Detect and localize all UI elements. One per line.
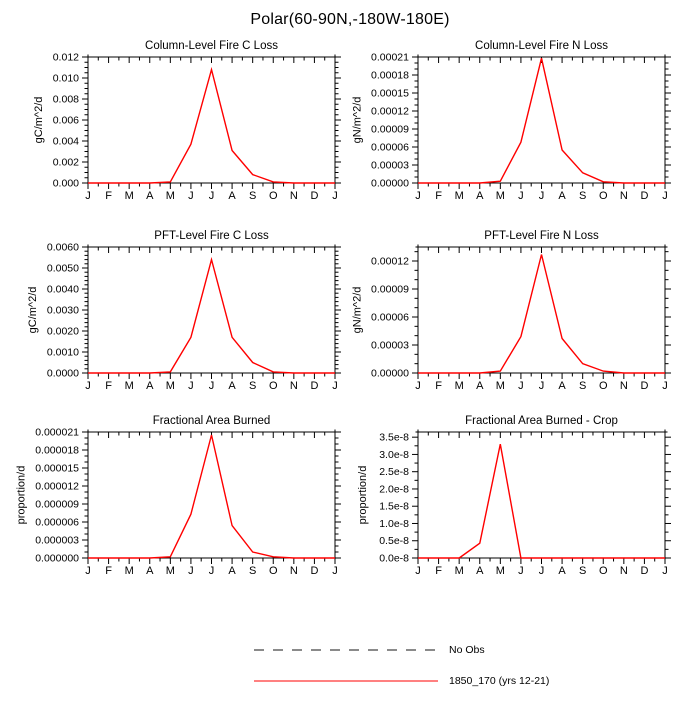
x-tick-label: O	[598, 565, 608, 577]
x-tick-label: J	[188, 190, 194, 202]
x-tick-label: S	[248, 565, 257, 577]
y-axis-label: gN/m^2/d	[351, 96, 364, 144]
no-obs-dashed-line-icon	[253, 647, 439, 653]
x-tick-label: M	[454, 190, 464, 202]
x-tick-label: F	[105, 190, 112, 202]
x-tick-label: A	[558, 380, 566, 392]
y-tick-label: 0.000015	[35, 462, 79, 475]
y-tick-label: 0.00009	[371, 123, 409, 136]
x-tick-label: D	[310, 190, 319, 202]
x-tick-label: J	[85, 190, 91, 202]
data-series-line	[418, 444, 665, 558]
y-tick-label: 0.000000	[35, 552, 79, 565]
y-axis-label: gN/m^2/d	[351, 286, 364, 334]
panel-title: Column-Level Fire C Loss	[145, 40, 278, 52]
x-tick-label: S	[248, 380, 257, 392]
x-tick-label: M	[454, 380, 464, 392]
panel-title: Fractional Area Burned	[152, 415, 271, 427]
y-tick-label: 0.5e-8	[379, 535, 409, 548]
x-tick-label: N	[619, 565, 628, 577]
x-tick-label: A	[228, 380, 236, 392]
x-tick-label: J	[518, 380, 524, 392]
data-series-line	[88, 70, 335, 183]
chart-panel-column-level-fire-n-loss	[330, 30, 675, 208]
panel-title: PFT-Level Fire C Loss	[154, 230, 269, 242]
y-tick-label: 0.0010	[46, 346, 79, 359]
legend	[253, 643, 549, 705]
x-tick-label: D	[640, 380, 649, 392]
x-tick-label: O	[268, 190, 278, 202]
x-tick-label: M	[124, 565, 134, 577]
x-tick-label: A	[228, 565, 236, 577]
y-tick-label: 3.0e-8	[379, 448, 409, 461]
y-tick-label: 0.0060	[46, 241, 79, 254]
x-tick-label: J	[538, 380, 545, 392]
x-tick-label: J	[85, 565, 91, 577]
y-tick-label: 0.00018	[371, 69, 409, 82]
y-tick-label: 0.006	[52, 114, 79, 127]
y-tick-label: 0.00009	[371, 283, 409, 296]
x-tick-label: J	[518, 565, 524, 577]
x-tick-label: F	[435, 565, 442, 577]
x-tick-label: J	[208, 565, 215, 577]
y-tick-label: 0.00003	[371, 159, 409, 172]
chart-panel-fractional-area-burned	[0, 405, 345, 583]
x-tick-label: M	[165, 565, 175, 577]
y-tick-label: 0.0000	[46, 367, 79, 380]
chart-panel-pft-level-fire-n-loss	[330, 220, 675, 398]
x-tick-label: J	[188, 380, 194, 392]
y-tick-label: 0.012	[52, 51, 79, 64]
y-tick-label: 0.002	[52, 156, 79, 169]
x-tick-label: O	[598, 380, 608, 392]
x-tick-label: J	[332, 565, 338, 577]
y-tick-label: 0.00012	[371, 105, 409, 118]
x-tick-label: J	[538, 565, 545, 577]
y-tick-label: 0.00015	[371, 87, 409, 100]
y-axis-label: proportion/d	[15, 465, 28, 525]
y-tick-label: 0.000003	[35, 534, 79, 547]
y-tick-label: 1.5e-8	[379, 500, 409, 513]
panel-title: PFT-Level Fire N Loss	[484, 230, 599, 242]
chart-panel-pft-level-fire-c-loss	[0, 220, 345, 398]
x-tick-label: M	[454, 565, 464, 577]
x-tick-label: M	[165, 380, 175, 392]
x-tick-label: A	[146, 380, 154, 392]
x-tick-label: S	[248, 190, 257, 202]
y-tick-label: 0.000006	[35, 516, 79, 529]
data-series-line	[418, 58, 665, 183]
legend-label-series: 1850_170 (yrs 12-21)	[449, 675, 550, 687]
x-tick-label: F	[435, 190, 442, 202]
y-tick-label: 0.00003	[371, 339, 409, 352]
legend-item-series	[253, 674, 549, 688]
x-tick-label: J	[332, 190, 338, 202]
y-tick-label: 0.000	[52, 177, 79, 190]
x-tick-label: M	[495, 565, 505, 577]
y-tick-label: 0.010	[52, 72, 79, 85]
series-solid-line-icon	[253, 678, 439, 684]
x-tick-label: N	[289, 565, 298, 577]
x-tick-label: A	[146, 190, 154, 202]
y-tick-label: 0.0030	[46, 304, 79, 317]
x-tick-label: O	[268, 380, 278, 392]
x-tick-label: S	[578, 565, 587, 577]
x-tick-label: S	[578, 380, 587, 392]
x-tick-label: A	[558, 565, 566, 577]
x-tick-label: O	[268, 565, 278, 577]
x-tick-label: A	[476, 565, 484, 577]
page-title: Polar(60-90N,-180W-180E)	[250, 11, 450, 28]
x-tick-label: M	[495, 380, 505, 392]
x-tick-label: A	[476, 190, 484, 202]
x-tick-label: O	[598, 190, 608, 202]
chart-panel-column-level-fire-c-loss	[0, 30, 345, 208]
x-tick-label: J	[415, 190, 421, 202]
x-tick-label: J	[662, 565, 668, 577]
legend-item-no-obs	[253, 643, 549, 657]
x-tick-label: J	[518, 190, 524, 202]
y-tick-label: 0.000018	[35, 444, 79, 457]
y-tick-label: 0.00000	[371, 177, 409, 190]
y-tick-label: 0.00006	[371, 141, 409, 154]
x-tick-label: N	[289, 380, 298, 392]
x-tick-label: F	[105, 380, 112, 392]
x-tick-label: A	[476, 380, 484, 392]
y-tick-label: 0.0020	[46, 325, 79, 338]
chart-panel-fractional-area-burned-crop	[330, 405, 675, 583]
data-series-line	[88, 260, 335, 373]
x-tick-label: D	[640, 565, 649, 577]
x-tick-label: D	[310, 380, 319, 392]
legend-label-no-obs: No Obs	[449, 644, 485, 656]
x-tick-label: J	[415, 565, 421, 577]
y-tick-label: 0.0050	[46, 262, 79, 275]
y-tick-label: 0.00006	[371, 311, 409, 324]
panel-title: Column-Level Fire N Loss	[475, 40, 608, 52]
y-tick-label: 1.0e-8	[379, 517, 409, 530]
x-tick-label: J	[208, 380, 215, 392]
x-tick-label: J	[188, 565, 194, 577]
x-tick-label: S	[578, 190, 587, 202]
y-tick-label: 0.000021	[35, 426, 79, 439]
panel-title: Fractional Area Burned - Crop	[465, 415, 618, 427]
x-tick-label: J	[208, 190, 215, 202]
y-tick-label: 0.00000	[371, 367, 409, 380]
y-tick-label: 0.0e-8	[379, 552, 409, 565]
x-tick-label: M	[165, 190, 175, 202]
x-tick-label: A	[146, 565, 154, 577]
x-tick-label: J	[538, 190, 545, 202]
y-tick-label: 0.00012	[371, 255, 409, 268]
y-axis-label: proportion/d	[357, 465, 370, 525]
x-tick-label: F	[105, 565, 112, 577]
x-tick-label: J	[332, 380, 338, 392]
x-tick-label: N	[619, 380, 628, 392]
x-tick-label: M	[124, 190, 134, 202]
y-tick-label: 0.000012	[35, 480, 79, 493]
y-axis-label: gC/m^2/d	[33, 96, 45, 144]
y-tick-label: 0.0040	[46, 283, 79, 296]
y-tick-label: 2.5e-8	[379, 466, 409, 479]
x-tick-label: A	[228, 190, 236, 202]
x-tick-label: A	[558, 190, 566, 202]
x-tick-label: F	[435, 380, 442, 392]
y-tick-label: 2.0e-8	[379, 483, 409, 496]
y-tick-label: 3.5e-8	[379, 431, 409, 444]
y-tick-label: 0.008	[52, 93, 79, 106]
y-tick-label: 0.004	[52, 135, 79, 148]
data-series-line	[88, 435, 335, 558]
x-tick-label: J	[85, 380, 91, 392]
x-tick-label: J	[662, 380, 668, 392]
x-tick-label: M	[495, 190, 505, 202]
x-tick-label: D	[310, 565, 319, 577]
y-tick-label: 0.000009	[35, 498, 79, 511]
x-tick-label: J	[662, 190, 668, 202]
x-tick-label: N	[289, 190, 298, 202]
x-tick-label: J	[415, 380, 421, 392]
x-tick-label: D	[640, 190, 649, 202]
x-tick-label: N	[619, 190, 628, 202]
data-series-line	[418, 255, 665, 374]
y-tick-label: 0.00021	[371, 51, 409, 64]
x-tick-label: M	[124, 380, 134, 392]
y-axis-label: gC/m^2/d	[27, 286, 40, 334]
